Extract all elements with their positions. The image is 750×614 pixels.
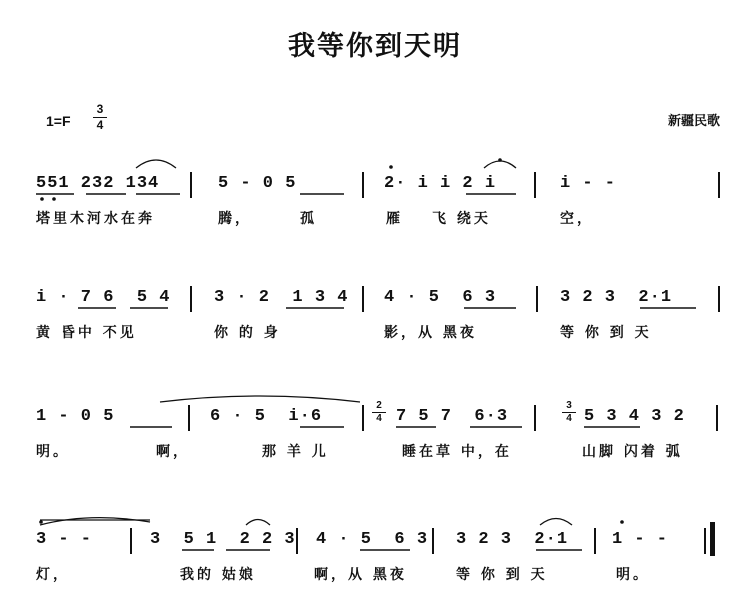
measure: 1 - - <box>612 530 669 549</box>
time-change-top: 2 <box>376 400 382 411</box>
lyric: 山脚 闪着 弧 <box>582 444 683 460</box>
time-signature-bottom: 4 <box>96 118 104 132</box>
measure: 4 · 5 6 3 <box>316 530 429 549</box>
barline <box>296 528 298 554</box>
time-change <box>372 401 386 424</box>
measure: 5 3 4 3 2 <box>584 407 685 426</box>
barline <box>594 528 596 554</box>
lyric: 睡在草 中，在 <box>402 444 512 460</box>
time-change-bottom: 4 <box>376 413 382 424</box>
measure: 7 5 7 6·3 <box>396 407 509 426</box>
barline <box>704 528 706 554</box>
barline <box>130 528 132 554</box>
fermata-dot <box>620 520 624 524</box>
barline <box>534 405 536 431</box>
lyric: 雁 <box>386 211 403 227</box>
high-octave-dot <box>389 165 393 169</box>
measure: 1 - 0 5 <box>36 407 115 426</box>
lyrics-line <box>0 564 750 586</box>
lyric: 等 你 到 天 <box>456 567 548 583</box>
measure: 3 · 2 1 3 4 <box>214 288 349 307</box>
lyric: 飞 绕天 <box>432 211 491 227</box>
lyric: 空， <box>560 211 594 227</box>
slur <box>40 518 150 525</box>
barline <box>716 405 718 431</box>
barline <box>718 286 720 312</box>
lyric: 腾， <box>218 211 252 227</box>
measure: 551 232 134 <box>36 174 160 193</box>
measure: 3 2 3 2·1 <box>456 530 569 549</box>
song-source: 新疆民歌 <box>667 114 720 129</box>
measure: 5 - 0 5 <box>218 174 297 193</box>
lyric: 明。 <box>616 567 650 583</box>
notes-line <box>0 400 750 433</box>
slur <box>246 520 270 526</box>
time-change-top: 3 <box>566 400 572 411</box>
measure: 4 · 5 6 3 <box>384 288 497 307</box>
time-signature <box>93 103 107 132</box>
measure: 2· i i 2 i <box>384 174 497 193</box>
lyric: 等 你 到 天 <box>560 325 652 341</box>
slur <box>540 519 572 526</box>
barline <box>718 172 720 198</box>
measure: i · 7 6 5 4 <box>36 288 171 307</box>
notes-line <box>0 286 750 314</box>
song-title: 我等你到天明 <box>288 31 462 62</box>
slur <box>160 396 360 402</box>
notes-line <box>0 172 750 200</box>
lyric: 孤 <box>300 211 317 227</box>
high-octave-dot <box>498 158 502 162</box>
lyric: 啊， <box>156 444 190 460</box>
lyric: 明。 <box>36 444 70 460</box>
time-change <box>562 401 576 424</box>
lyric: 那 羊 儿 <box>262 444 329 460</box>
lyric: 黄 昏中 不见 <box>36 325 137 341</box>
measure: 6 · 5 i·6 <box>210 407 323 426</box>
barline <box>362 405 364 431</box>
barline <box>188 405 190 431</box>
barline <box>362 172 364 198</box>
slur <box>136 160 176 168</box>
lyric: 你 的 身 <box>214 325 281 341</box>
measure: 3 2 3 2·1 <box>560 288 673 307</box>
notes-line <box>0 528 750 556</box>
lyrics-line <box>0 441 750 463</box>
barline <box>190 172 192 198</box>
slur <box>484 161 516 168</box>
fermata-dot <box>39 520 43 524</box>
lyrics-line <box>0 322 750 344</box>
barline <box>536 286 538 312</box>
time-signature-top: 3 <box>96 102 104 116</box>
lyric: 塔里木河水在奔 <box>36 211 155 227</box>
lyric: 灯， <box>36 567 70 583</box>
lyric: 影，从 黑夜 <box>384 325 477 341</box>
measure: i - - <box>560 174 617 193</box>
final-barline <box>710 522 715 556</box>
barline <box>190 286 192 312</box>
lyric: 我的 姑娘 <box>180 567 256 583</box>
key-signature: 1=F <box>46 113 71 129</box>
measure: 3 5 1 2 2 3 <box>150 530 296 549</box>
barline <box>362 286 364 312</box>
measure: 3 - - <box>36 530 93 549</box>
lyrics-line <box>0 208 750 230</box>
time-change-bottom: 4 <box>566 413 572 424</box>
barline <box>534 172 536 198</box>
lyric: 啊，从 黑夜 <box>314 567 407 583</box>
barline <box>432 528 434 554</box>
